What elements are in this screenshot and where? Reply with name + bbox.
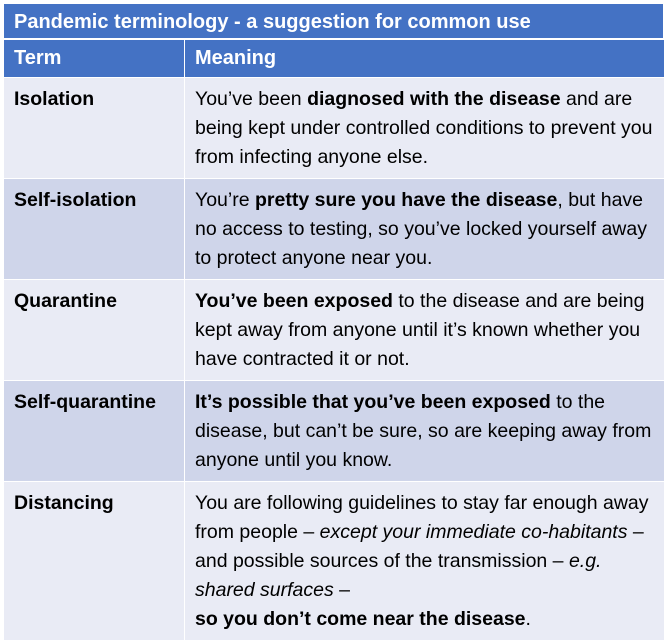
meaning-cell [185, 482, 665, 641]
meaning-cell [185, 78, 665, 179]
table-row [4, 179, 665, 280]
meaning-text-segment: , but have no access to testing, so you’ve locked yourself away to protect anyone near you. [195, 189, 647, 269]
term-cell: Self-quarantine [4, 381, 185, 482]
meaning-cell [185, 280, 665, 381]
meaning-text-segment: . [525, 608, 531, 630]
table-title: Pandemic terminology - a suggestion for common use [3, 3, 664, 39]
table-row [4, 280, 665, 381]
meaning-cell [185, 381, 665, 482]
table-row [4, 482, 665, 641]
meaning-text-segment: so you don’t come near the disease [195, 608, 526, 630]
meaning-text-segment: You’ve been [195, 88, 308, 110]
meaning-text-segment: to the disease, but can’t be sure, so are keeping away from anyone until you know. [195, 391, 652, 471]
term-cell: Quarantine [4, 280, 185, 381]
meaning-text-segment: – and possible sources of the transmission – [195, 521, 644, 572]
meaning-text-segment: You’re [195, 189, 255, 211]
meaning-text-segment: and are being kept under controlled conditions to prevent you from infecting anyone else. [195, 88, 653, 168]
meaning-cell [185, 179, 665, 280]
table-row [4, 381, 665, 482]
terminology-table [3, 39, 665, 641]
header-term: Term [4, 40, 185, 78]
header-row [4, 40, 665, 78]
meaning-text-segment: You’ve been exposed [195, 290, 393, 312]
meaning-text-segment: to the disease and are being kept away from anyone until it’s known whether you have contracted it or not. [195, 290, 645, 370]
terminology-table-container [3, 3, 664, 641]
table-body [4, 78, 665, 641]
term-cell: Distancing [4, 482, 185, 641]
meaning-text-segment: pretty sure you have the disease [255, 189, 558, 211]
meaning-text-segment: – [333, 579, 351, 601]
meaning-text-segment: except your immediate co-habitants [319, 521, 628, 543]
header-meaning: Meaning [185, 40, 665, 78]
term-cell: Self-isolation [4, 179, 185, 280]
meaning-text-segment: diagnosed with the disease [307, 88, 561, 110]
meaning-text-segment: e.g. shared surfaces [195, 550, 602, 601]
term-cell: Isolation [4, 78, 185, 179]
meaning-text-segment: You are following guidelines to stay far enough away from people – [195, 492, 649, 543]
table-row [4, 78, 665, 179]
meaning-text-segment: It’s possible that you’ve been exposed [195, 391, 551, 413]
